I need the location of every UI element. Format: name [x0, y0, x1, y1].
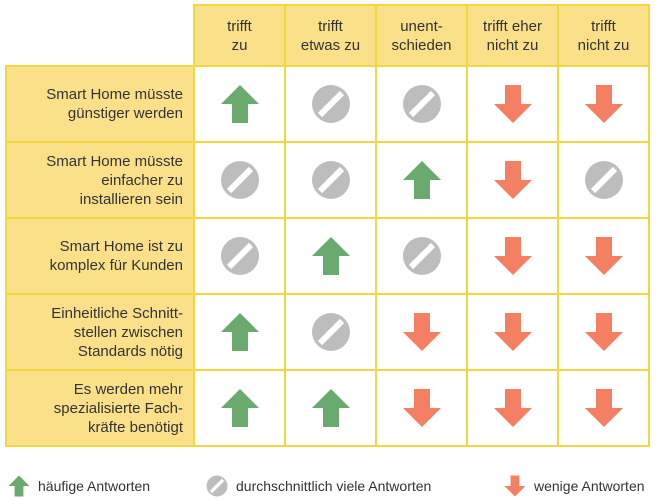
matrix-cell	[285, 142, 376, 218]
row-header-label: Es werden mehr spezialisierte Fach- kräfte benötigt	[53, 380, 183, 436]
matrix-cell	[467, 218, 558, 294]
arrow-down-icon	[468, 160, 557, 200]
row-header	[6, 294, 194, 370]
matrix-cell	[376, 370, 467, 446]
matrix-cell	[285, 370, 376, 446]
neutral-disc-icon	[286, 312, 375, 352]
arrow-down-icon	[559, 388, 648, 428]
column-header-label: trifft zu	[227, 17, 252, 54]
column-header-unentschieden	[376, 5, 467, 66]
neutral-disc-icon	[377, 236, 466, 276]
matrix-cell	[194, 66, 285, 142]
arrow-down-icon	[559, 236, 648, 276]
matrix-cell	[467, 370, 558, 446]
response-matrix	[5, 4, 650, 447]
arrow-up-icon	[195, 388, 284, 428]
legend-label-up: häufige Antworten	[38, 478, 151, 494]
column-header-label: trifft etwas zu	[300, 17, 361, 54]
arrow-up-icon	[8, 475, 30, 497]
row-header-label: Smart Home müsste einfacher zu installieren sein	[46, 152, 183, 208]
matrix-cell	[285, 66, 376, 142]
matrix-cell	[194, 294, 285, 370]
legend-label-down: wenige Antworten	[534, 478, 645, 494]
matrix-row	[6, 294, 649, 370]
corner-cell	[6, 5, 194, 66]
row-header	[6, 370, 194, 446]
row-header	[6, 142, 194, 218]
arrow-down-icon	[559, 84, 648, 124]
column-header-trifft-zu	[194, 5, 285, 66]
arrow-up-icon	[286, 236, 375, 276]
arrow-down-icon	[559, 312, 648, 352]
matrix-row	[6, 370, 649, 446]
arrow-up-icon	[195, 84, 284, 124]
matrix-cell	[285, 294, 376, 370]
row-header-label: Smart Home müsste günstiger werden	[46, 86, 183, 122]
row-header-label: Smart Home ist zu komplex für Kunden	[49, 238, 183, 274]
column-header-label: trifft nicht zu	[577, 17, 630, 54]
arrow-down-icon	[504, 475, 526, 497]
matrix-cell	[376, 218, 467, 294]
arrow-down-icon	[377, 388, 466, 428]
matrix-row	[6, 142, 649, 218]
matrix-cell	[558, 370, 649, 446]
row-header	[6, 218, 194, 294]
arrow-down-icon	[468, 236, 557, 276]
legend-item-down	[504, 472, 645, 500]
row-header	[6, 66, 194, 142]
column-header-trifft-etwas-zu	[285, 5, 376, 66]
row-header-label: Einheitliche Schnitt- stellen zwischen Standards nötig	[51, 304, 183, 360]
matrix-cell	[194, 142, 285, 218]
legend-item-up	[8, 472, 150, 500]
neutral-disc-icon	[195, 236, 284, 276]
matrix-cell	[467, 66, 558, 142]
arrow-up-icon	[195, 312, 284, 352]
matrix-body	[6, 66, 649, 446]
matrix-cell	[558, 142, 649, 218]
column-header-label: unent- schieden	[391, 17, 452, 54]
matrix-cell	[467, 142, 558, 218]
arrow-down-icon	[377, 312, 466, 352]
neutral-disc-icon	[195, 160, 284, 200]
matrix-cell	[194, 370, 285, 446]
matrix-cell	[194, 218, 285, 294]
neutral-disc-icon	[286, 84, 375, 124]
column-header-trifft-eher-nicht-zu	[467, 5, 558, 66]
matrix-cell	[285, 218, 376, 294]
matrix-cell	[558, 294, 649, 370]
arrow-up-icon	[377, 160, 466, 200]
matrix-cell	[376, 294, 467, 370]
matrix-cell	[376, 66, 467, 142]
neutral-disc-icon	[377, 84, 466, 124]
matrix-cell	[558, 66, 649, 142]
matrix-cell	[558, 218, 649, 294]
column-header-label: trifft eher nicht zu	[483, 17, 542, 54]
arrow-down-icon	[468, 312, 557, 352]
legend-item-neutral	[206, 472, 431, 500]
matrix-row	[6, 218, 649, 294]
neutral-disc-icon	[286, 160, 375, 200]
arrow-down-icon	[468, 84, 557, 124]
arrow-down-icon	[468, 388, 557, 428]
legend	[0, 472, 659, 500]
arrow-up-icon	[286, 388, 375, 428]
neutral-disc-icon	[206, 475, 228, 497]
matrix-cell	[376, 142, 467, 218]
matrix-cell	[467, 294, 558, 370]
legend-label-neutral: durchschnittlich viele Antworten	[236, 478, 432, 494]
neutral-disc-icon	[559, 160, 648, 200]
column-header-trifft-nicht-zu	[558, 5, 649, 66]
header-row	[6, 5, 649, 66]
matrix-row	[6, 66, 649, 142]
